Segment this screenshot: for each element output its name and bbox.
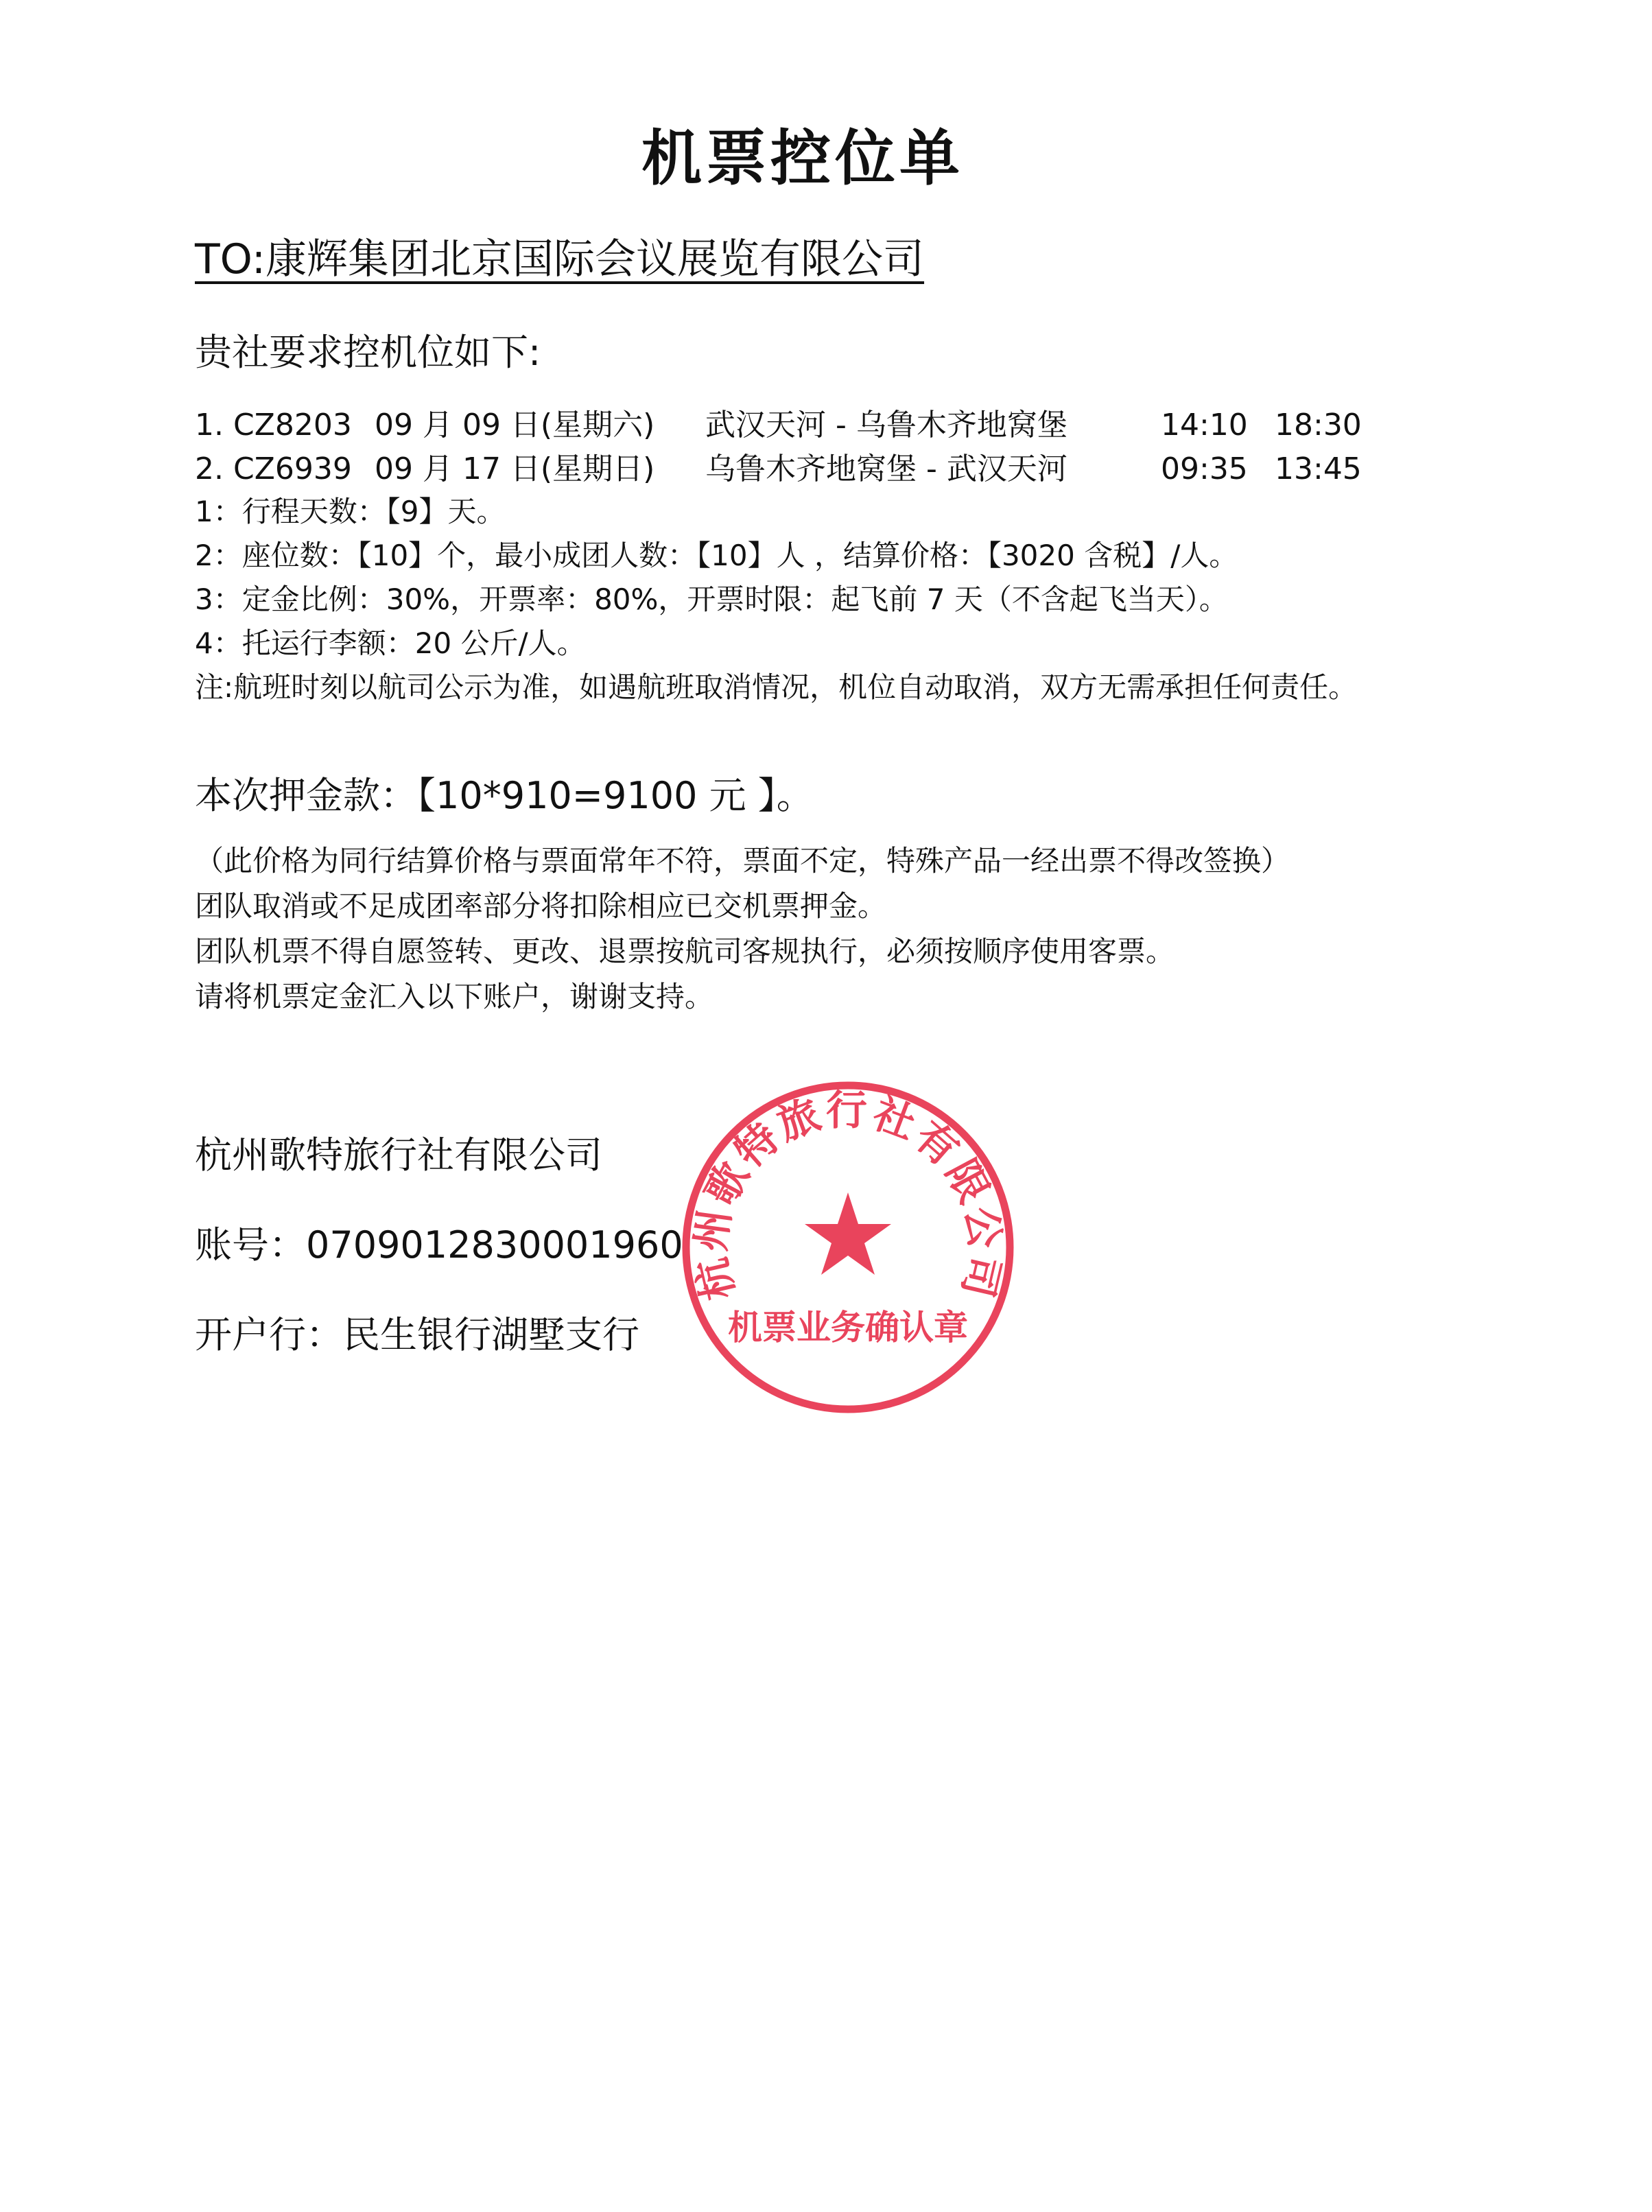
deposit-amount: 本次押金款：【10*910=9100 元 】。 <box>195 774 814 817</box>
note-payment-request: 请将机票定金汇入以下账户，谢谢支持。 <box>195 980 714 1013</box>
terms-list <box>195 490 1430 709</box>
official-seal <box>678 1077 1018 1417</box>
bank-account: 账号：0709012830001960 <box>195 1223 683 1267</box>
note-cancellation: 团队取消或不足成团率部分将扣除相应已交机票押金。 <box>195 889 887 923</box>
departure-time: 09:35 <box>1161 451 1248 486</box>
flight-number: 2. CZ6939 <box>195 451 352 486</box>
flight-route: 乌鲁木齐地窝堡 - 武汉天河 <box>705 451 1067 486</box>
term-seats-price: 2：座位数：【10】个，最小成团人数：【10】人 ，结算价格：【3020 含税】/人。 <box>195 539 1238 572</box>
flight-date: 09 月 09 日(星期六) <box>375 408 655 443</box>
note-ticket-rules: 团队机票不得自愿签转、更改、退票按航司客规执行，必须按顺序使用客票。 <box>195 934 1175 968</box>
company-name: 杭州歌特旅行社有限公司 <box>195 1133 602 1177</box>
seal-outer-text: 杭州歌特旅行社有限公司 <box>686 1087 1010 1305</box>
notes-list <box>195 838 1290 1020</box>
flight-row <box>195 447 1395 491</box>
recipient-line: TO:康辉集团北京国际会议展览有限公司 <box>195 235 925 283</box>
term-baggage: 4：托运行李额：20 公斤/人。 <box>195 626 586 660</box>
intro-text: 贵社要求控机位如下: <box>195 331 541 374</box>
flight-date: 09 月 17 日(星期日) <box>375 451 655 486</box>
seal-inner-text: 机票业务确认章 <box>728 1308 968 1348</box>
note-price-disclaimer: （此价格为同行结算价格与票面常年不符，票面不定，特殊产品一经出票不得改签换） <box>195 844 1290 878</box>
arrival-time: 13:45 <box>1275 451 1362 486</box>
document-title: 机票控位单 <box>641 123 964 193</box>
star-icon <box>805 1192 891 1275</box>
term-note: 注:航班时刻以航司公示为准，如遇航班取消情况，机位自动取消，双方无需承担任何责任。 <box>195 670 1358 704</box>
term-deposit-ratio: 3：定金比例：30%，开票率：80%，开票时限：起飞前 7 天（不含起飞当天）。 <box>195 583 1228 616</box>
flight-row <box>195 403 1395 447</box>
arrival-time: 18:30 <box>1275 408 1362 443</box>
company-info <box>195 1133 683 1402</box>
flight-number: 1. CZ8203 <box>195 408 352 443</box>
departure-time: 14:10 <box>1161 408 1248 443</box>
flight-route: 武汉天河 - 乌鲁木齐地窝堡 <box>705 408 1067 443</box>
term-itinerary-days: 1：行程天数：【9】天。 <box>195 495 506 528</box>
bank-branch: 开户行：民生银行湖墅支行 <box>195 1313 639 1356</box>
flight-list <box>195 403 1395 491</box>
